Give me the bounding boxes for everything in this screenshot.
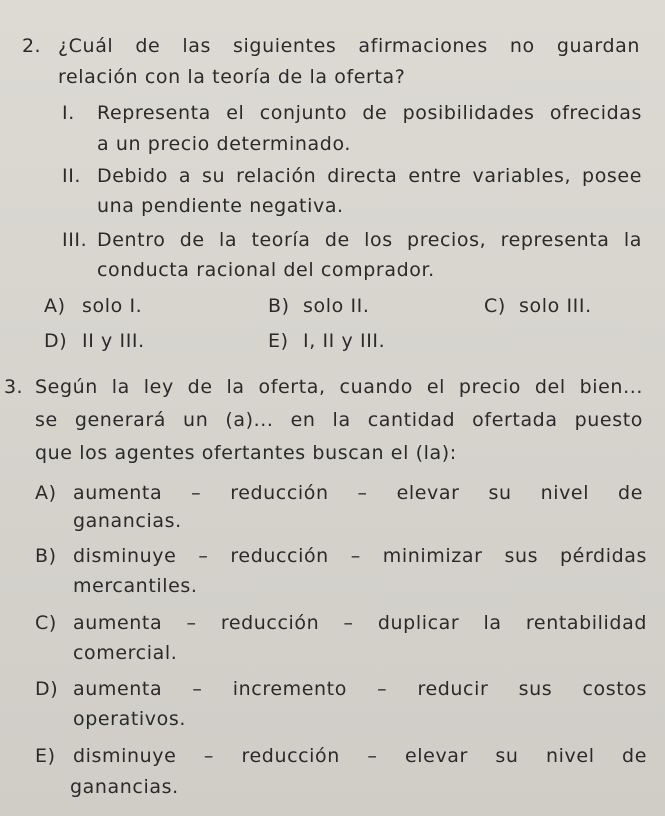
statement-numeral: I. bbox=[62, 102, 75, 124]
option-letter: B) bbox=[35, 545, 57, 567]
statement-numeral: II. bbox=[62, 165, 82, 187]
option-letter: B) bbox=[268, 295, 290, 317]
option-letter: A) bbox=[44, 295, 66, 317]
statement-numeral: III. bbox=[62, 229, 88, 251]
option-letter: D) bbox=[44, 330, 68, 352]
option-letter: A) bbox=[35, 482, 57, 504]
option-letter: D) bbox=[35, 678, 59, 700]
option-text: ganancias. bbox=[73, 510, 182, 532]
option-text: I, II y III. bbox=[303, 330, 386, 352]
question-stem-line: Según la ley de la oferta, cuando el precio del bien... bbox=[35, 376, 643, 398]
option-letter: C) bbox=[35, 612, 57, 634]
question-stem-line: relación con la teoría de la oferta? bbox=[58, 66, 406, 88]
option-text: solo III. bbox=[519, 295, 592, 317]
option-text: comercial. bbox=[73, 642, 178, 664]
option-text: II y III. bbox=[82, 330, 145, 352]
option-text: aumenta – reducción – duplicar la rentabilidad bbox=[73, 612, 647, 634]
question-number: 3. bbox=[4, 376, 23, 398]
statement-line: Dentro de la teoría de los precios, representa la bbox=[97, 229, 642, 251]
statement-line: conducta racional del comprador. bbox=[97, 259, 435, 281]
question-stem-line: ¿Cuál de las siguientes afirmaciones no guardan bbox=[58, 35, 640, 57]
question-number: 2. bbox=[22, 35, 41, 57]
option-text: solo II. bbox=[303, 295, 370, 317]
option-letter: E) bbox=[268, 330, 289, 352]
statement-line: Debido a su relación directa entre variables, posee bbox=[97, 165, 642, 187]
question-stem-line: se generará un (a)... en la cantidad ofertada puesto bbox=[35, 409, 643, 431]
question-stem-line: que los agentes ofertantes buscan el (la): bbox=[35, 442, 457, 464]
statement-line: Representa el conjunto de posibilidades ofrecidas bbox=[97, 102, 642, 124]
option-text: disminuye – reducción – minimizar sus pérdidas bbox=[73, 545, 647, 567]
option-letter: E) bbox=[35, 745, 56, 767]
option-text: solo I. bbox=[82, 295, 143, 317]
option-letter: C) bbox=[484, 295, 506, 317]
option-text: disminuye – reducción – elevar su nivel de bbox=[73, 745, 647, 767]
option-text: aumenta – incremento – reducir sus costos bbox=[73, 678, 647, 700]
option-text: mercantiles. bbox=[73, 575, 198, 597]
option-text: operativos. bbox=[73, 708, 186, 730]
statement-line: a un precio determinado. bbox=[97, 133, 351, 155]
statement-line: una pendiente negativa. bbox=[97, 195, 344, 217]
option-text: aumenta – reducción – elevar su nivel de bbox=[73, 482, 643, 504]
option-text: ganancias. bbox=[70, 776, 179, 798]
